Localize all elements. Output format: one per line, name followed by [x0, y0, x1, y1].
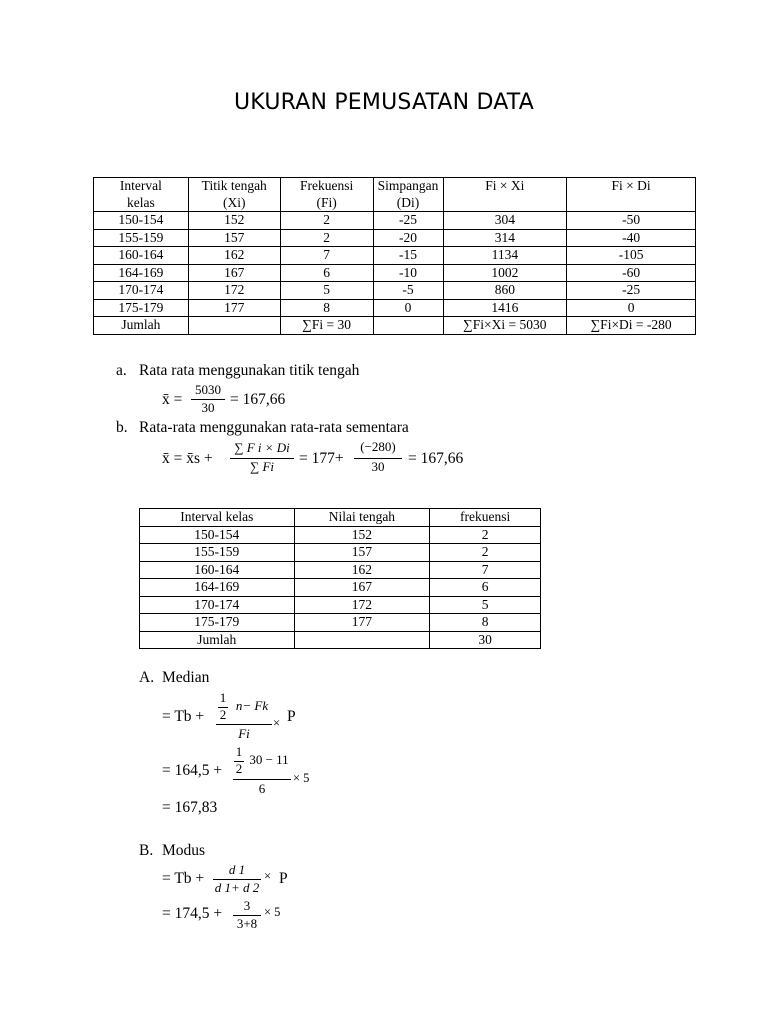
cell: 150-154 — [140, 526, 295, 544]
cell: -15 — [373, 247, 443, 265]
page-title: UKURAN PEMUSATAN DATA — [233, 90, 534, 115]
table-row — [140, 544, 541, 562]
cell: 1134 — [443, 247, 567, 265]
formula-a-lhs: x̄ = — [162, 391, 183, 408]
cell: 162 — [188, 247, 280, 265]
median-formula-1-p: P — [287, 708, 296, 725]
formula-b-denominator: ∑ Fi — [249, 459, 275, 474]
formula-b-lhs: x̄ = x̄s + — [162, 450, 213, 467]
cell — [188, 317, 280, 335]
cell: ∑Fi×Xi = 5030 — [443, 317, 567, 335]
modus-heading: Modus — [162, 842, 206, 859]
cell: 157 — [188, 229, 280, 247]
cell: ∑Fi×Di = -280 — [567, 317, 696, 335]
table-row — [94, 229, 696, 247]
median-formula-2-lhs: = 164,5 + — [162, 762, 223, 779]
cell: -20 — [373, 229, 443, 247]
section-b-text: Rata-rata menggunakan rata-rata sementara — [139, 419, 409, 436]
modus-formula-2-denominator: 3+8 — [236, 916, 258, 931]
frequency-table — [93, 177, 696, 335]
cell: ∑Fi = 30 — [280, 317, 373, 335]
half-numerator: 1 — [219, 690, 227, 705]
header-cell: frekuensi — [430, 509, 541, 527]
cell: 304 — [443, 212, 567, 230]
cell: -10 — [373, 264, 443, 282]
cell: 152 — [294, 526, 430, 544]
cell: 162 — [294, 561, 430, 579]
cell: 30 — [430, 631, 541, 649]
header-cell: Fi × Di — [567, 178, 696, 212]
median-formula-1-rest: n− Fk — [235, 698, 269, 713]
cell — [294, 631, 430, 649]
cell: -25 — [373, 212, 443, 230]
cell: Jumlah — [94, 317, 189, 335]
cell: 2 — [280, 229, 373, 247]
table-total-row — [94, 317, 696, 335]
modus-formula-1-p: P — [279, 870, 288, 887]
table-row — [94, 299, 696, 317]
formula-b-numerator: ∑ F i × Di — [234, 440, 290, 455]
table-row — [94, 247, 696, 265]
times-sign: × — [264, 869, 272, 883]
cell: 172 — [188, 282, 280, 300]
cell: 152 — [188, 212, 280, 230]
half-numerator: 1 — [235, 744, 243, 759]
cell: 6 — [430, 579, 541, 597]
header-cell: Titik tengah (Xi) — [188, 178, 280, 212]
section-a-text: Rata rata menggunakan titik tengah — [139, 362, 360, 379]
table-row — [140, 596, 541, 614]
cell: 0 — [373, 299, 443, 317]
cell: 164-169 — [140, 579, 295, 597]
formula-b-mid: = 177+ — [299, 450, 344, 467]
table-header-row — [140, 509, 541, 527]
table-row — [140, 561, 541, 579]
cell: 167 — [294, 579, 430, 597]
cell: -50 — [567, 212, 696, 230]
header-cell: Nilai tengah — [294, 509, 430, 527]
cell: 8 — [430, 614, 541, 632]
table-row — [140, 526, 541, 544]
cell: 2 — [280, 212, 373, 230]
cell — [373, 317, 443, 335]
section-a-marker: a. — [116, 362, 127, 379]
cell: 157 — [294, 544, 430, 562]
median-formula-2-times: × 5 — [293, 771, 310, 785]
header-cell: Simpangan (Di) — [373, 178, 443, 212]
cell: -105 — [567, 247, 696, 265]
cell: 177 — [294, 614, 430, 632]
formula-b-numerator-2: (−280) — [360, 439, 396, 454]
table-row — [94, 264, 696, 282]
half-denominator: 2 — [235, 761, 243, 776]
cell: 160-164 — [94, 247, 189, 265]
median-formula-2-denominator: 6 — [258, 781, 266, 796]
median-heading: Median — [162, 669, 210, 686]
cell: 1002 — [443, 264, 567, 282]
table-row — [140, 614, 541, 632]
formula-b-denominator-2: 30 — [371, 459, 385, 474]
cell: 5 — [430, 596, 541, 614]
cell: 164-169 — [94, 264, 189, 282]
cell: 2 — [430, 544, 541, 562]
cell: 7 — [280, 247, 373, 265]
modus-formula-1-lhs: = Tb + — [162, 870, 205, 887]
cell: 8 — [280, 299, 373, 317]
table-total-row — [140, 631, 541, 649]
cell: 160-164 — [140, 561, 295, 579]
modus-formula-1-numerator: d 1 — [228, 862, 246, 877]
times-sign: × — [273, 716, 281, 730]
cell: 177 — [188, 299, 280, 317]
cell: 5 — [280, 282, 373, 300]
cell: -5 — [373, 282, 443, 300]
cell: 167 — [188, 264, 280, 282]
half-denominator: 2 — [219, 707, 227, 722]
table-row — [140, 579, 541, 597]
table-header-row — [94, 178, 696, 212]
modus-formula-1-denominator: d 1+ d 2 — [214, 880, 260, 895]
cell: 860 — [443, 282, 567, 300]
header-cell: Interval kelas — [94, 178, 189, 212]
table-row — [94, 212, 696, 230]
median-formula-1-denominator: Fi — [238, 726, 250, 741]
cell: 172 — [294, 596, 430, 614]
fraction-bar — [233, 779, 291, 780]
header-cell: Fi × Xi — [443, 178, 567, 212]
cell: -60 — [567, 264, 696, 282]
cell: 314 — [443, 229, 567, 247]
formula-a-numerator: 5030 — [195, 382, 221, 397]
median-formula-1-lhs: = Tb + — [162, 708, 205, 725]
modus-marker: B. — [139, 842, 154, 859]
cell: 6 — [280, 264, 373, 282]
header-cell: Frekuensi (Fi) — [280, 178, 373, 212]
modus-formula-2-lhs: = 174,5 + — [162, 905, 223, 922]
grouped-data-table — [139, 508, 541, 649]
formula-b-result: = 167,66 — [408, 450, 464, 467]
cell: 175-179 — [94, 299, 189, 317]
cell: 7 — [430, 561, 541, 579]
formula-a-result: = 167,66 — [230, 391, 286, 408]
cell: 175-179 — [140, 614, 295, 632]
cell: -25 — [567, 282, 696, 300]
median-marker: A. — [139, 669, 155, 686]
cell: 155-159 — [94, 229, 189, 247]
table-row — [94, 282, 696, 300]
section-b-marker: b. — [116, 419, 128, 436]
median-result: = 167,83 — [162, 799, 218, 816]
cell: 170-174 — [140, 596, 295, 614]
cell: Jumlah — [140, 631, 295, 649]
cell: 170-174 — [94, 282, 189, 300]
cell: 150-154 — [94, 212, 189, 230]
cell: 155-159 — [140, 544, 295, 562]
header-cell: Interval kelas — [140, 509, 295, 527]
cell: 0 — [567, 299, 696, 317]
modus-formula-2-numerator: 3 — [243, 898, 251, 913]
formula-a-denominator: 30 — [201, 400, 215, 415]
cell: -40 — [567, 229, 696, 247]
cell: 1416 — [443, 299, 567, 317]
median-formula-2-rest: 30 − 11 — [249, 752, 289, 767]
fraction-bar — [216, 724, 272, 725]
modus-formula-2-times: × 5 — [264, 905, 281, 919]
cell: 2 — [430, 526, 541, 544]
